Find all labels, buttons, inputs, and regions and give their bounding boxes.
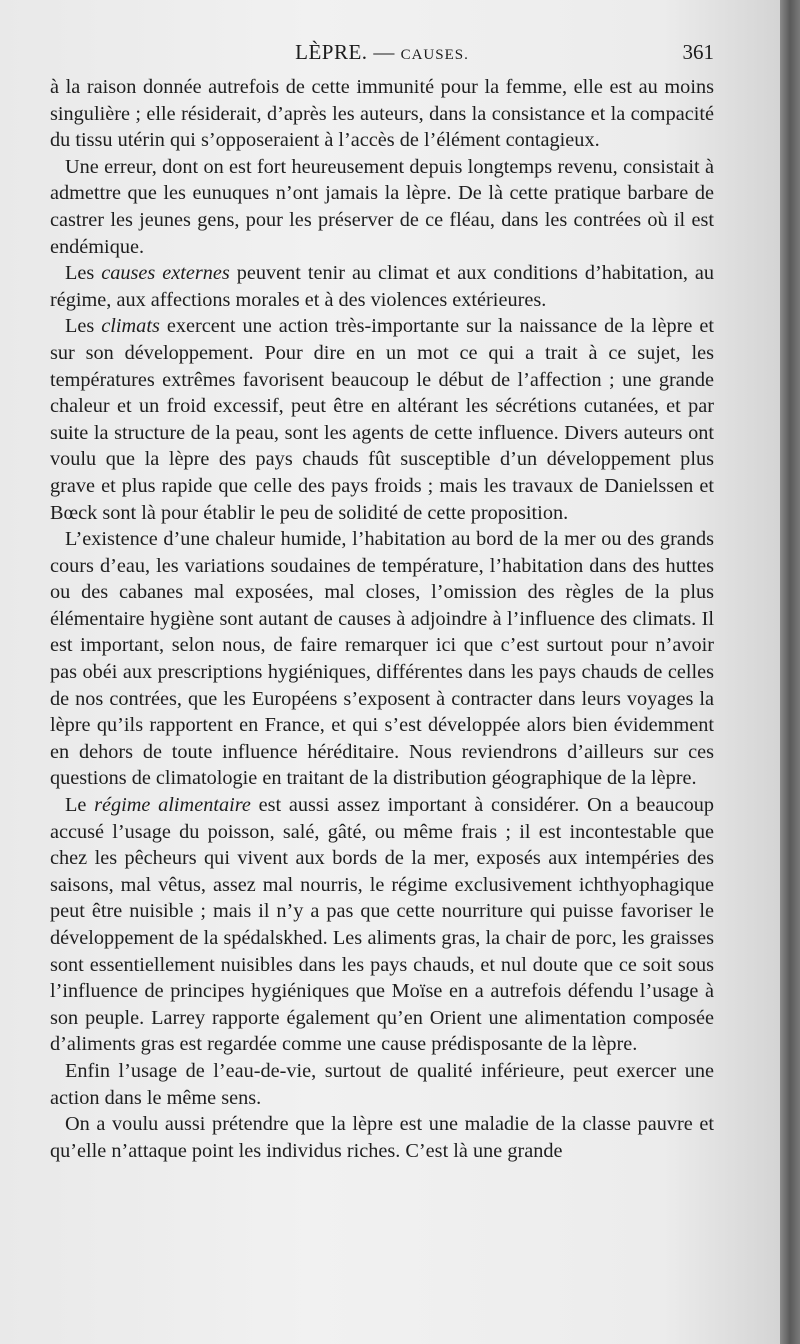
page-number: 361 bbox=[682, 40, 714, 64]
paragraph-6 bbox=[50, 792, 714, 1058]
paragraph-2 bbox=[50, 154, 714, 260]
paragraph-text: Les bbox=[65, 262, 102, 285]
body-text bbox=[50, 74, 714, 1164]
emphasis-term: climats bbox=[101, 315, 160, 338]
paragraph-text: Le bbox=[65, 794, 95, 817]
emphasis-term: causes externes bbox=[101, 262, 230, 285]
paragraph-5 bbox=[50, 526, 714, 792]
paragraph-text: L’existence d’une chaleur humide, l’habitation au bord de la mer ou des grands cours d’eau, les variations soudaines de température, l’habitation dans des huttes ou des cabanes mal exposées, mal closes, l’omission des règles de la plus élémentaire hygiène sont autant de causes à adjoindre à l’influence des climats. Il est important, selon nous, de faire remarquer ici que c’est surtout pour n’avoir pas obéi aux prescriptions hygiéniques, différentes dans les pays chauds de celles de nos contrées, que les Européens s’exposent à contracter dans leurs voyages la lèpre qu’ils rapportent en France, et qui s’est développée alors bien évidemment en dehors de toute influence héréditaire. Nous reviendrons d’ailleurs sur ces questions de climatologie en traitant de la distribution géographique de la lèpre. bbox=[50, 528, 714, 790]
paragraph-text: est aussi assez important à considérer. On a beaucoup accusé l’usage du poisson, salé, gâté, ou même frais ; il est incontestable que chez les pêcheurs qui vivent aux bords de la mer, exposés aux intempéries des saisons, mal vêtus, assez mal nourris, le régime exclusivement ichthyophagique peut être nuisible ; mais il n’y a pas que cette nourriture qui puisse favoriser le développement de la spédalskhed. Les aliments gras, la chair de porc, les graisses sont essentiellement nuisibles dans les pays chauds, et nul doute que ce soit sous l’influence de principes hygiéniques que Moïse en a autrefois défendu l’usage à son peuple. Larrey rapporte également qu’en Orient une alimentation composée d’aliments gras est regardée comme une cause prédisposante de la lèpre. bbox=[50, 794, 714, 1056]
paragraph-8 bbox=[50, 1111, 714, 1164]
paragraph-text: On a voulu aussi prétendre que la lèpre est une maladie de la classe pauvre et qu’elle n’attaque point les individus riches. C’est là une grande bbox=[50, 1113, 714, 1162]
header-title: LÈPRE. bbox=[295, 40, 368, 64]
paragraph-3 bbox=[50, 260, 714, 313]
paragraph-7 bbox=[50, 1058, 714, 1111]
header-dash: — bbox=[373, 40, 395, 64]
paragraph-text: Une erreur, dont on est fort heureusement depuis longtemps revenu, consistait à admettre que les eunuques n’ont jamais la lèpre. De là cette pratique barbare de castrer les jeunes gens, pour les préserver de ce fléau, dans les contrées où il est endémique. bbox=[50, 155, 714, 258]
header-subtitle: CAUSES. bbox=[400, 47, 469, 63]
paragraph-text: peuvent tenir au climat et aux conditions d’habitation, au régime, aux affections morales et à des violences extérieures. bbox=[50, 262, 714, 311]
paragraph-text: Enfin l’usage de l’eau-de-vie, surtout de qualité inférieure, peut exercer une action dans le même sens. bbox=[50, 1059, 714, 1109]
paragraph-text: exercent une action très-importante sur la naissance de la lèpre et sur son développement. Pour dire en un mot ce qui a trait à ce sujet, les températures extrêmes favorisent beaucoup le début de l’affection ; une grande chaleur et un froid excessif, peut être en altérant les sécrétions cutanées, et par suite la structure de la peau, sont les agents de cette influence. Divers auteurs ont voulu que la lèpre des pays chauds fût susceptible d’un développement plus grave et plus rapide que celle des pays froids ; mais les travaux de Danielssen et Bœck sont là pour établir le peu de solidité de cette proposition. bbox=[50, 315, 715, 524]
running-header bbox=[50, 40, 714, 70]
paragraph-text: à la raison donnée autrefois de cette immunité pour la femme, elle est au moins singulière ; elle résiderait, d’après les auteurs, dans la consistance et la compacité du tissu utérin qui s’opposeraient à l’accès de l’élément contagieux. bbox=[50, 76, 714, 152]
book-gutter bbox=[780, 0, 800, 1344]
running-title bbox=[50, 40, 714, 65]
paragraph-1 bbox=[50, 74, 714, 154]
paragraph-4 bbox=[50, 313, 714, 526]
paragraph-text: Les bbox=[65, 315, 102, 338]
emphasis-term: régime alimentaire bbox=[94, 794, 251, 817]
